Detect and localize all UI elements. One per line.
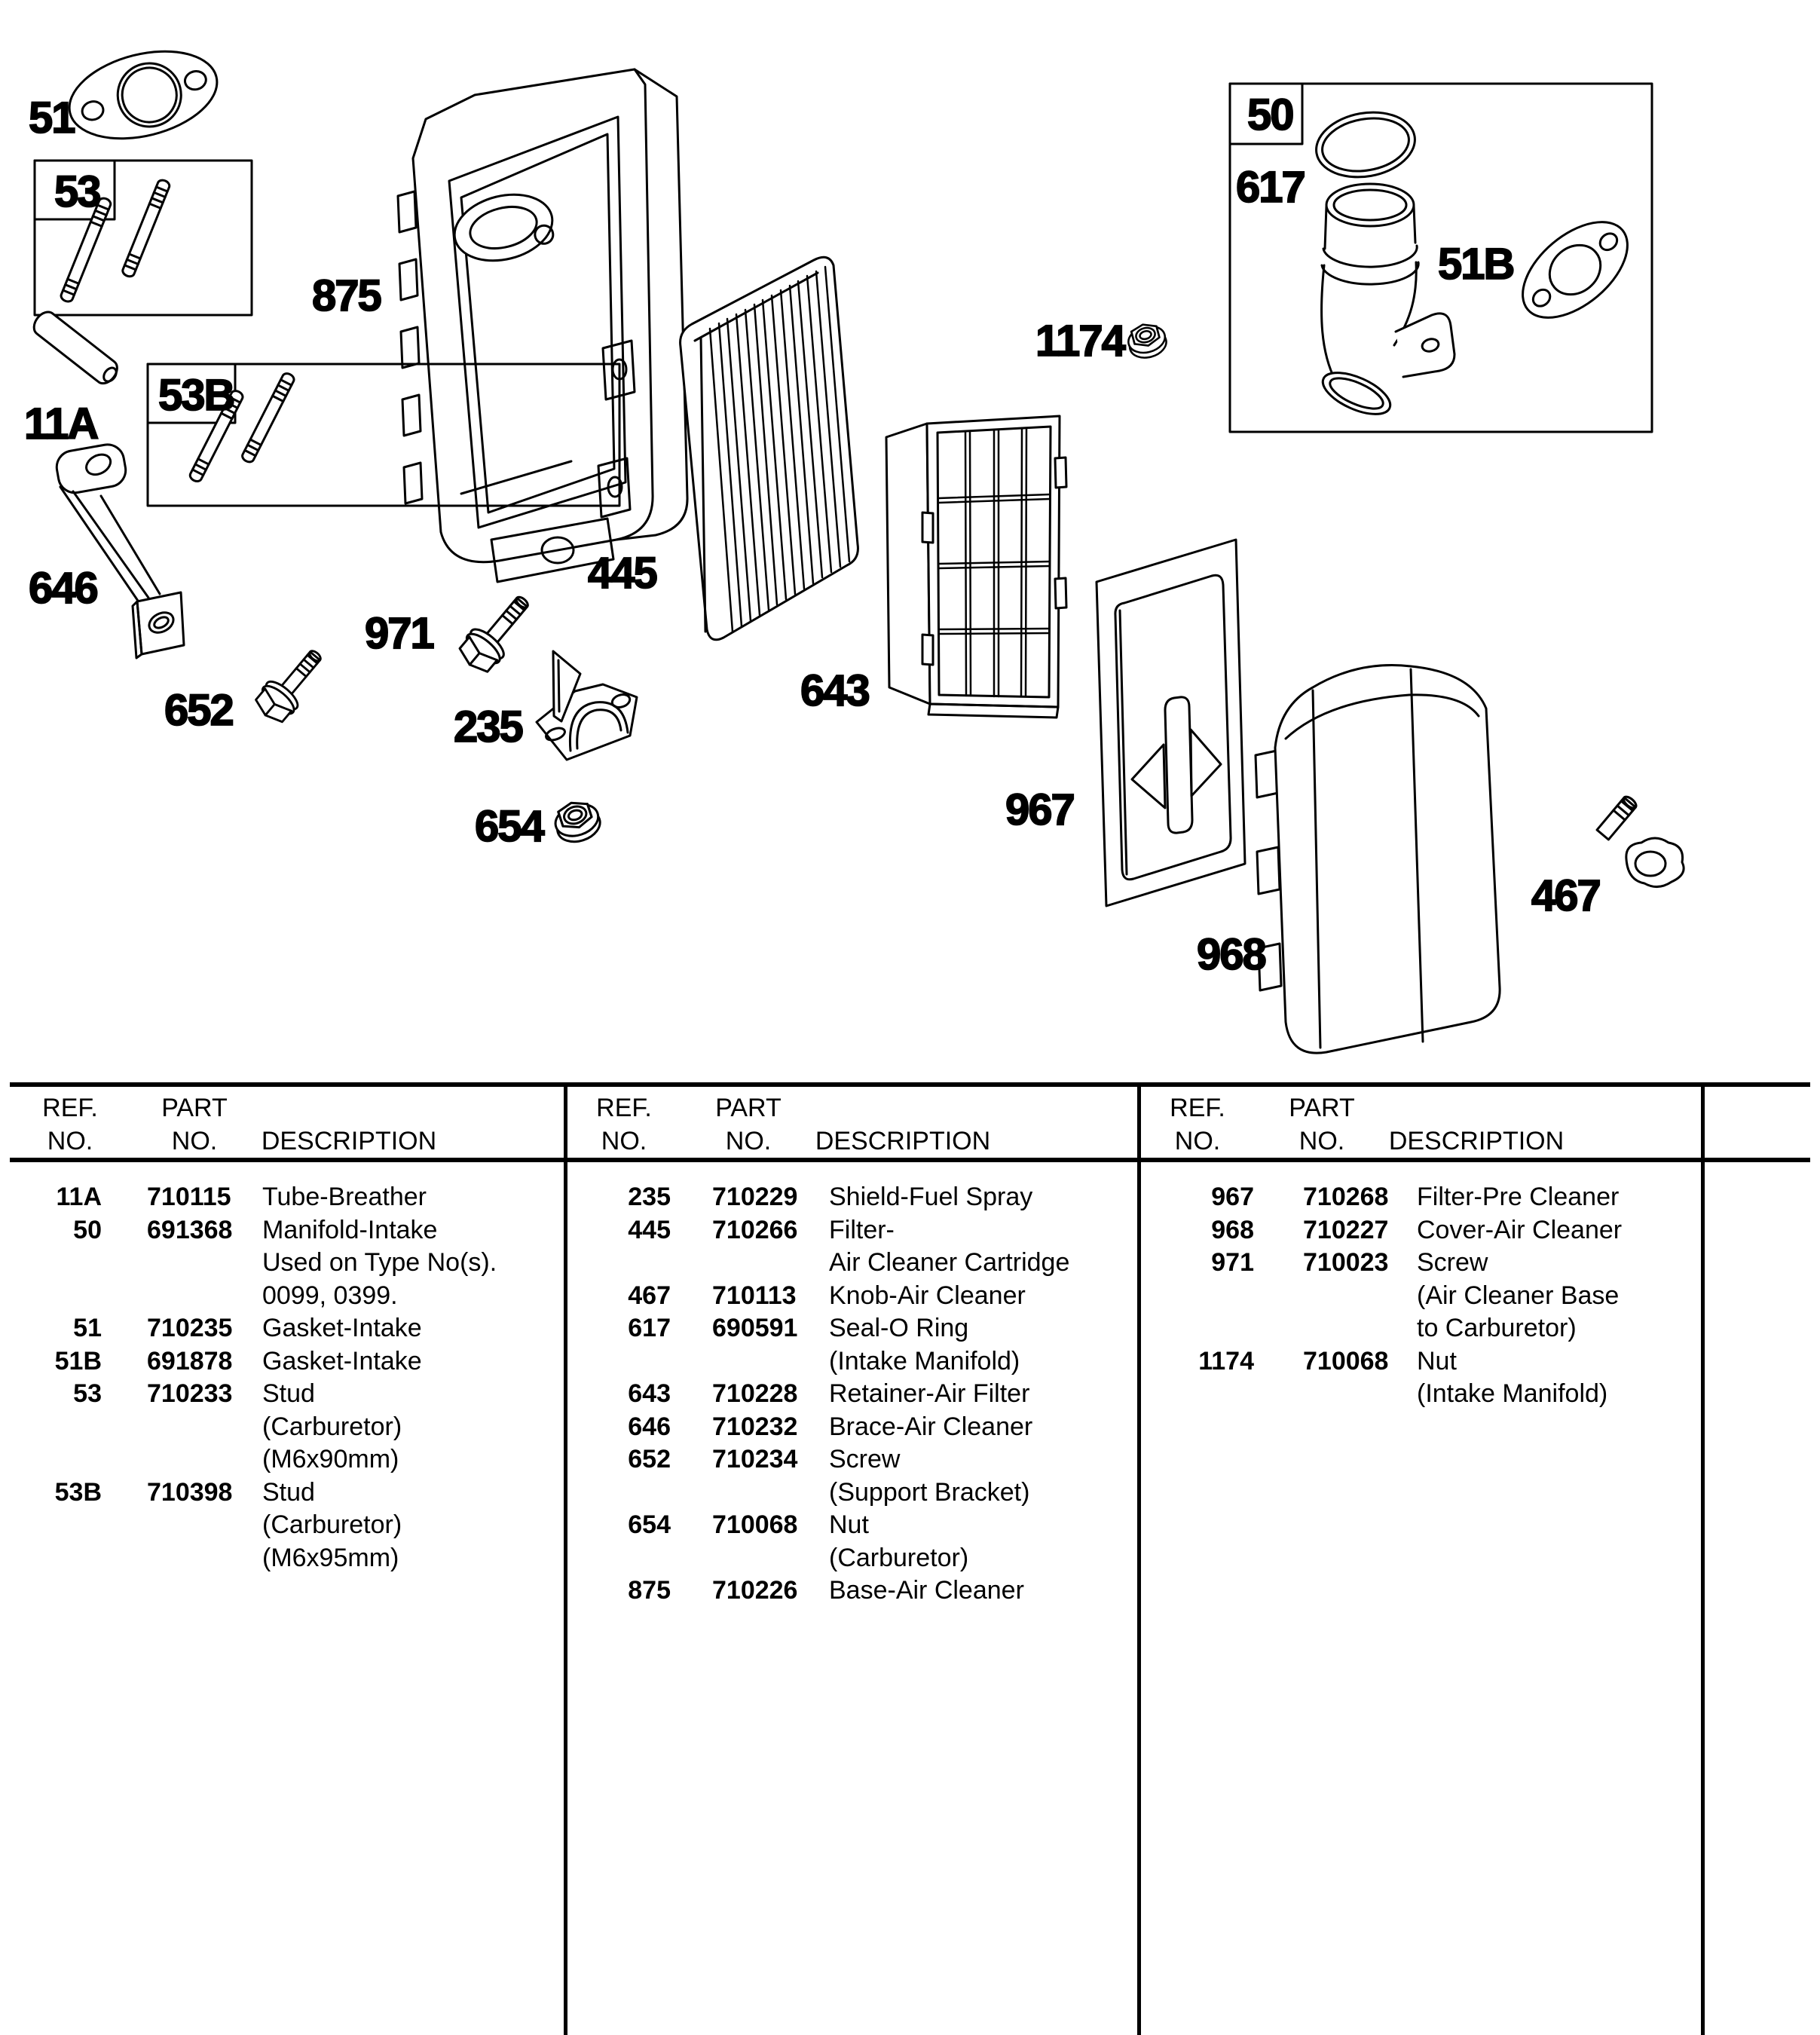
description-cell: Manifold-Intake <box>262 1215 438 1244</box>
description-cell: (Air Cleaner Base <box>1417 1281 1620 1310</box>
table-row-line <box>1137 1180 1699 1213</box>
nut-654-drawing <box>550 796 604 846</box>
ref-no-cell: 50 <box>73 1215 102 1244</box>
table-row-line <box>564 1345 1133 1378</box>
description-cell: Screw <box>1417 1248 1488 1277</box>
header-ref-no: NO. <box>601 1127 647 1155</box>
part-label-235: 235 <box>454 702 522 751</box>
part-label-875: 875 <box>312 271 381 320</box>
intake-manifold-icon <box>1317 184 1454 423</box>
description-cell: Filter-Pre Cleaner <box>1417 1183 1620 1211</box>
table-right-border <box>1701 1082 1705 2035</box>
table-top-rule <box>10 1082 1810 1087</box>
part-no-cell: 710398 <box>147 1477 233 1507</box>
description-cell: (Support Bracket) <box>829 1477 1030 1507</box>
header-ref-no: NO. <box>47 1127 93 1155</box>
part-label-1174: 1174 <box>1035 317 1124 366</box>
ref-no-cell: 445 <box>628 1215 671 1244</box>
ref-no-cell: 1174 <box>1198 1346 1254 1376</box>
description-cell: (Intake Manifold) <box>1417 1379 1608 1408</box>
ref-no-cell: 51 <box>73 1314 102 1342</box>
screw-971-drawing <box>454 586 540 678</box>
description-cell: Air Cleaner Cartridge <box>829 1248 1070 1277</box>
table-row-line <box>564 1443 1133 1476</box>
part-no-cell: 710115 <box>147 1183 231 1211</box>
tube-breather-11a-drawing <box>29 308 122 388</box>
description-cell: 0099, 0399. <box>262 1281 398 1310</box>
header-part-no: PART <box>1289 1094 1355 1122</box>
table-row-line <box>1137 1246 1699 1279</box>
description-cell: Seal-O Ring <box>829 1314 969 1342</box>
description-cell: (Carburetor) <box>262 1412 402 1441</box>
ref-no-cell: 654 <box>628 1510 671 1539</box>
part-no-cell: 710268 <box>1303 1183 1389 1211</box>
table-row-line <box>1137 1377 1699 1410</box>
table-row-line <box>1137 1279 1699 1312</box>
table-row-line <box>10 1279 560 1312</box>
table-row-line <box>10 1508 560 1541</box>
part-no-cell: 710227 <box>1303 1215 1389 1244</box>
screw-652-drawing <box>250 641 332 727</box>
header-part-no: NO. <box>171 1127 218 1155</box>
description-cell: (Carburetor) <box>829 1543 969 1572</box>
description-cell: to Carburetor) <box>1417 1314 1577 1342</box>
table-row-line <box>1137 1213 1699 1247</box>
table-row-line <box>10 1246 560 1279</box>
header-part-no: PART <box>715 1094 782 1122</box>
ref-no-cell: 646 <box>628 1412 671 1441</box>
part-label-53B: 53B <box>158 371 234 420</box>
part-no-cell: 690591 <box>712 1314 798 1342</box>
table-row-line <box>564 1311 1133 1345</box>
ref-no-cell: 967 <box>1211 1183 1254 1211</box>
table-row-line <box>564 1508 1133 1541</box>
header-description: DESCRIPTION <box>1388 1127 1565 1155</box>
table-row-line <box>10 1377 560 1410</box>
table-row-line <box>564 1410 1133 1443</box>
description-cell: Filter- <box>829 1215 895 1244</box>
filter-cartridge-445-drawing <box>681 257 858 639</box>
header-ref-no: REF. <box>1170 1094 1225 1122</box>
header-ref-no: REF. <box>42 1094 98 1122</box>
retainer-air-filter-643-drawing <box>886 416 1066 718</box>
ref-no-cell: 971 <box>1211 1248 1254 1277</box>
description-cell: Used on Type No(s). <box>262 1248 497 1277</box>
part-no-cell: 710068 <box>712 1510 798 1539</box>
ref-no-cell: 467 <box>628 1281 671 1310</box>
part-label-967: 967 <box>1005 785 1074 834</box>
part-no-cell: 710228 <box>712 1379 798 1408</box>
header-part-no: NO. <box>1298 1127 1345 1155</box>
description-cell: Gasket-Intake <box>262 1346 422 1376</box>
part-label-53: 53 <box>54 167 100 216</box>
table-row-line <box>10 1180 560 1213</box>
part-label-654: 654 <box>475 802 543 851</box>
part-no-cell: 710232 <box>712 1412 798 1441</box>
description-cell: Base-Air Cleaner <box>829 1576 1024 1605</box>
description-cell: Tube-Breather <box>262 1183 427 1211</box>
table-row-line <box>564 1476 1133 1509</box>
table-row-line <box>10 1476 560 1509</box>
part-label-968: 968 <box>1197 930 1265 979</box>
description-cell: (M6x95mm) <box>262 1543 399 1572</box>
part-no-cell: 691368 <box>147 1215 233 1244</box>
o-ring-icon <box>1311 105 1421 185</box>
table-row-line <box>10 1541 560 1574</box>
header-description: DESCRIPTION <box>815 1127 991 1155</box>
description-cell: (M6x90mm) <box>262 1445 399 1473</box>
ref-no-cell: 235 <box>628 1183 671 1211</box>
header-description: DESCRIPTION <box>261 1127 437 1155</box>
part-no-cell: 710235 <box>147 1314 233 1342</box>
part-label-467: 467 <box>1531 871 1600 920</box>
table-row-line <box>564 1377 1133 1410</box>
table-row-line <box>10 1345 560 1378</box>
part-label-445: 445 <box>588 549 656 598</box>
header-ref-no: REF. <box>596 1094 652 1122</box>
part-label-51B: 51B <box>1438 240 1514 289</box>
description-cell: Stud <box>262 1477 315 1507</box>
shield-fuel-spray-235-drawing <box>537 651 637 760</box>
part-label-971: 971 <box>365 609 433 658</box>
part-label-646: 646 <box>29 564 97 613</box>
part-no-cell: 691878 <box>147 1346 233 1376</box>
part-no-cell: 710068 <box>1303 1346 1389 1376</box>
description-cell: Shield-Fuel Spray <box>829 1183 1033 1211</box>
ref-no-cell: 652 <box>628 1445 671 1473</box>
ref-no-cell: 11A <box>56 1183 102 1211</box>
table-row-line <box>10 1410 560 1443</box>
part-no-cell: 710266 <box>712 1215 798 1244</box>
part-no-cell: 710226 <box>712 1576 798 1605</box>
part-no-cell: 710023 <box>1303 1248 1389 1277</box>
ref-no-cell: 51B <box>54 1346 102 1376</box>
table-row-line <box>1137 1345 1699 1378</box>
description-cell: Retainer-Air Filter <box>829 1379 1030 1408</box>
table-row-line <box>564 1574 1133 1607</box>
filter-pre-cleaner-967-drawing <box>1097 540 1245 906</box>
description-cell: Brace-Air Cleaner <box>829 1412 1033 1441</box>
table-row-line <box>10 1311 560 1345</box>
ref-no-cell: 875 <box>628 1576 671 1605</box>
description-cell: Knob-Air Cleaner <box>829 1281 1026 1310</box>
description-cell: Nut <box>1417 1346 1457 1376</box>
header-ref-no: NO. <box>1174 1127 1221 1155</box>
ref-no-cell: 617 <box>628 1314 671 1342</box>
ref-no-cell: 643 <box>628 1379 671 1408</box>
part-label-652: 652 <box>164 686 233 735</box>
knob-air-cleaner-467-drawing <box>1597 794 1684 886</box>
part-label-617: 617 <box>1236 163 1305 212</box>
description-cell: Screw <box>829 1445 901 1473</box>
stud-icon <box>121 179 171 278</box>
table-header-rule <box>10 1158 1810 1162</box>
gasket-intake-51-drawing <box>60 37 226 152</box>
ref-no-cell: 53B <box>54 1477 102 1507</box>
table-row-line <box>564 1213 1133 1247</box>
table-row-line <box>564 1279 1133 1312</box>
part-label-50: 50 <box>1247 90 1293 139</box>
part-label-51: 51 <box>29 93 75 142</box>
table-row-line <box>1137 1311 1699 1345</box>
cover-air-cleaner-968-drawing <box>1256 666 1500 1054</box>
description-cell: Nut <box>829 1510 869 1539</box>
part-no-cell: 710233 <box>147 1379 233 1408</box>
table-row-line <box>564 1246 1133 1279</box>
description-cell: (Intake Manifold) <box>829 1346 1020 1376</box>
table-row-line <box>10 1443 560 1476</box>
part-no-cell: 710229 <box>712 1183 798 1211</box>
brace-air-cleaner-646-drawing <box>54 442 184 658</box>
table-row-line <box>564 1180 1133 1213</box>
description-cell: Cover-Air Cleaner <box>1417 1215 1623 1244</box>
description-cell: Gasket-Intake <box>262 1314 422 1342</box>
header-part-no: NO. <box>725 1127 772 1155</box>
description-cell: Stud <box>262 1379 315 1408</box>
description-cell: (Carburetor) <box>262 1510 402 1539</box>
gasket-intake-51b-icon <box>1506 204 1645 336</box>
nut-1174-drawing <box>1124 320 1169 361</box>
part-label-643: 643 <box>800 666 869 715</box>
table-row-line <box>10 1213 560 1247</box>
ref-no-cell: 53 <box>73 1379 102 1408</box>
stud-icon <box>240 372 295 464</box>
ref-no-cell: 968 <box>1211 1215 1254 1244</box>
part-no-cell: 710234 <box>712 1445 798 1473</box>
table-row-line <box>564 1541 1133 1574</box>
part-no-cell: 710113 <box>712 1281 797 1310</box>
part-label-11A: 11A <box>24 399 98 448</box>
header-part-no: PART <box>161 1094 228 1122</box>
